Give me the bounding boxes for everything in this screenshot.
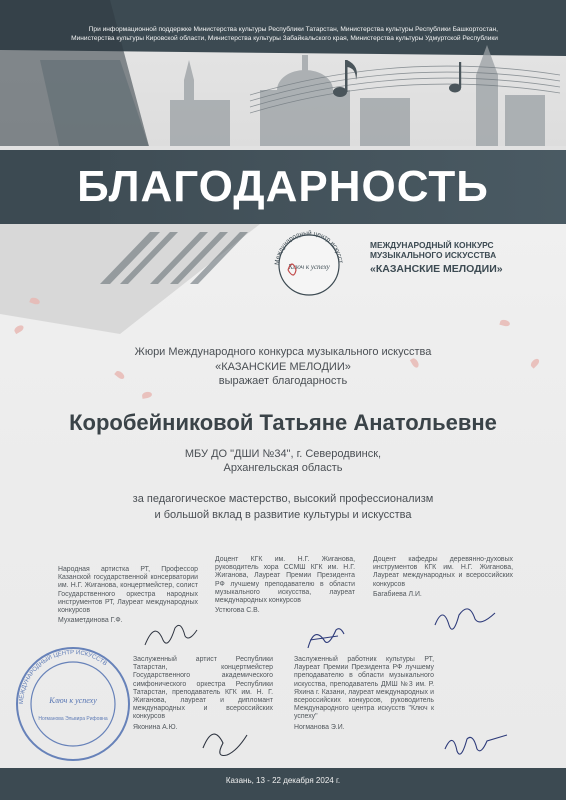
petal-decoration xyxy=(499,319,510,327)
piano-keys-decoration xyxy=(0,224,300,344)
signatory-1-name: Мухаметдинова Г.Ф. xyxy=(58,617,123,625)
signatory-block-2 xyxy=(215,556,355,615)
signatory-2-name: Устюгова С.В. xyxy=(215,607,260,615)
stamp-ring-text: МЕЖДУНАРОДНЫЙ ЦЕНТР ИСКУССТВ xyxy=(18,649,108,705)
petal-decoration xyxy=(142,391,153,399)
contest-line-1: МЕЖДУНАРОДНЫЙ КОНКУРС xyxy=(370,240,494,250)
signatory-2-credentials: Доцент КГК им. Н.Г. Жиганова, руководитель хора ССМШ КГК им. Н.Г. Жиганова, Лауреат Премии Президента РФ лучшему преподавателю в области музыкального искусства, лауреат международных конкурсов xyxy=(215,556,355,605)
institution xyxy=(60,448,506,475)
signature-3 xyxy=(430,600,500,640)
signatory-block-5 xyxy=(294,656,434,732)
support-text: При информационной поддержке Министерства культуры Республики Татарстан, Министерства культуры Республики Башкортостан, Министерства культуры Кировской области, Министерства культуры Забайкальского края, Министерства культуры Удмуртской Республики xyxy=(71,26,498,42)
signatory-3-credentials: Доцент кафедры деревянно-духовых инструментов КГК им. Н.Г. Жиганова, Лауреат международных и всероссийских конкурсов xyxy=(373,556,513,588)
stamp-sub-text: Ногманова Эльвира Рифовна xyxy=(38,716,108,722)
recipient-name: Коробейниковой Татьяне Анатольевне xyxy=(69,410,497,435)
jury-line-2: «КАЗАНСКИЕ МЕЛОДИИ» xyxy=(215,360,351,373)
signatory-4-name: Яконина А.Ю. xyxy=(133,723,178,731)
stamp-center-text: Ключ к успеху xyxy=(49,696,97,705)
merit-statement xyxy=(60,491,506,523)
institution-line-1: МБУ ДО "ДШИ №34", г. Северодвинск, xyxy=(184,448,382,460)
kazan-skyline-illustration xyxy=(0,0,566,160)
logo-center-text: Ключ к успеху xyxy=(288,263,330,271)
certificate-title: БЛАГОДАРНОСТЬ xyxy=(77,162,489,211)
contest-line-2: МУЗЫКАЛЬНОГО ИСКУССТВА xyxy=(370,250,497,260)
signature-4 xyxy=(195,718,255,763)
contest-block xyxy=(370,240,540,274)
contest-name: «КАЗАНСКИЕ МЕЛОДИИ» xyxy=(370,263,503,275)
signature-2 xyxy=(300,620,350,660)
institution-line-2: Архангельская область xyxy=(223,461,343,474)
signatory-5-credentials: Заслуженный работник культуры РТ, Лауреат Премии Президента РФ лучшему преподавателю в области музыкального искусства, преподаватель ДМШ №3 им. Р. Яхина г. Казани, лауреат международных и всероссийских конкурсов, руководитель Международного центра искусств "Ключ к успеху" xyxy=(294,656,434,721)
contest-logo xyxy=(266,222,352,308)
signatory-4-credentials: Заслуженный артист Республики Татарстан, концертмейстер Государственного академического симфонического оркестра Республики Татарстан, преподаватель КГК им. Н. Г. Жиганова, лауреат и дипломант международных и всероссийских конкурсов xyxy=(133,656,273,721)
signature-5 xyxy=(440,725,520,765)
merit-line-2: и большой вклад в развитие культуры и искусства xyxy=(154,509,412,521)
signatory-3-name: Багабиева Л.И. xyxy=(373,590,422,598)
jury-statement xyxy=(60,345,506,389)
signatory-5-name: Ногманова Э.И. xyxy=(294,723,345,731)
jury-line-3: выражает благодарность xyxy=(218,375,348,387)
official-stamp xyxy=(14,645,132,763)
logo-ring-text: Международный центр искусст xyxy=(273,229,344,266)
merit-line-1: за педагогическое мастерство, высокий профессионализм xyxy=(132,493,434,505)
signatory-1-credentials: Народная артистка РТ, Профессор Казанской государственной консерватории им. Н.Г. Жиганова, концертмейстер, солист Государственного оркестра народных инструментов РТ, Лауреат международных конкурсов xyxy=(58,566,198,615)
signatory-block-3 xyxy=(373,556,513,599)
jury-line-1: Жюри Международного конкурса музыкального искусства xyxy=(134,346,432,358)
signature-1 xyxy=(140,615,200,655)
footer-date-place: Казань, 13 - 22 декабря 2024 г. xyxy=(225,776,341,785)
petal-decoration xyxy=(529,357,540,368)
